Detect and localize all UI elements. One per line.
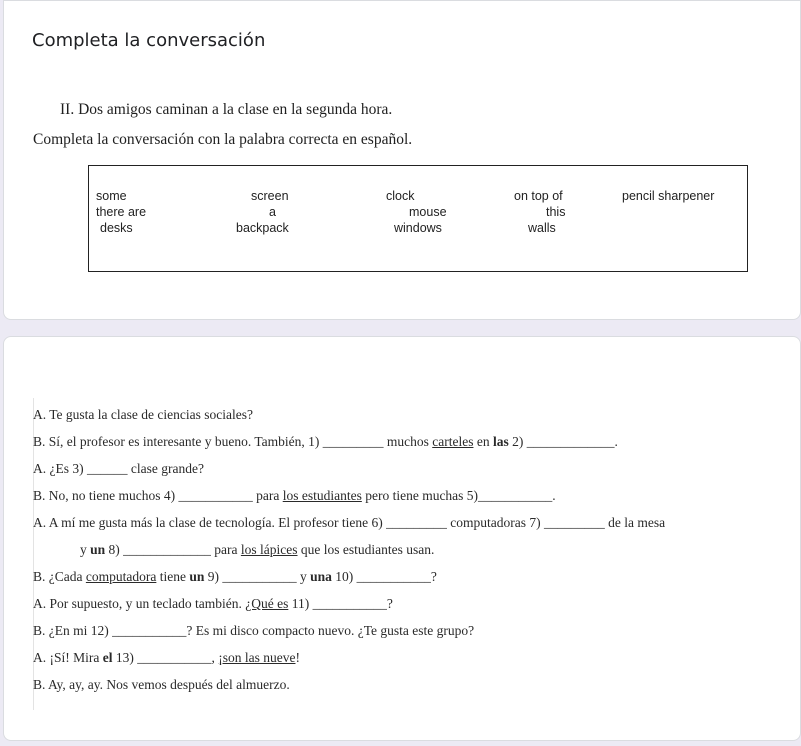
question-title: Completa la conversación: [32, 30, 266, 51]
dialogue-line: B. Ay, ay, ay. Nos vemos después del almuerzo.: [33, 677, 290, 692]
dialogue-line: A. Por supuesto, y un teclado también. ¿Qué es 11) ___________?: [33, 596, 393, 611]
dialogue-line: B. ¿En mi 12) ___________? Es mi disco compacto nuevo. ¿Te gusta este grupo?: [33, 623, 475, 638]
dialogue-line: B. Sí, el profesor es interesante y bueno. También, 1) _________ muchos carteles en las 2) _____________.: [33, 434, 618, 449]
dialogue-line: A. A mí me gusta más la clase de tecnología. El profesor tiene 6) _________ computadoras 7) _________ de la mesa: [33, 515, 666, 530]
word-bank-item: windows: [394, 221, 442, 235]
word-bank-item: pencil sharpener: [622, 189, 715, 203]
word-bank-item: walls: [528, 221, 556, 235]
dialogue-line: A. Te gusta la clase de ciencias sociales?: [33, 407, 253, 422]
word-bank-item: desks: [100, 221, 133, 235]
word-bank-item: clock: [386, 189, 415, 203]
word-bank-item: this: [546, 205, 566, 219]
word-bank-item: there are: [96, 205, 147, 219]
word-bank-item: screen: [251, 189, 289, 203]
exercise-instruction: Completa la conversación con la palabra correcta en español.: [33, 131, 413, 148]
exercise-heading: II. Dos amigos caminan a la clase en la segunda hora.: [60, 101, 393, 118]
dialogue-line: A. ¿Es 3) ______ clase grande?: [33, 461, 204, 476]
word-bank-item: a: [269, 205, 276, 219]
dialogue-line: A. ¡Sí! Mira el 13) ___________, ¡son las nueve!: [33, 650, 300, 665]
word-bank-item: some: [96, 189, 127, 203]
word-bank-item: backpack: [236, 221, 289, 235]
dialogue-line: B. ¿Cada computadora tiene un 9) ___________ y una 10) ___________?: [33, 569, 437, 584]
word-bank-item: on top of: [514, 189, 563, 203]
word-bank-item: mouse: [409, 205, 447, 219]
dialogue-line: B. No, no tiene muchos 4) ___________ para los estudiantes pero tiene muchas 5)___________.: [33, 488, 556, 503]
dialogue-line: y un 8) _____________ para los lápices que los estudiantes usan.: [80, 542, 435, 557]
